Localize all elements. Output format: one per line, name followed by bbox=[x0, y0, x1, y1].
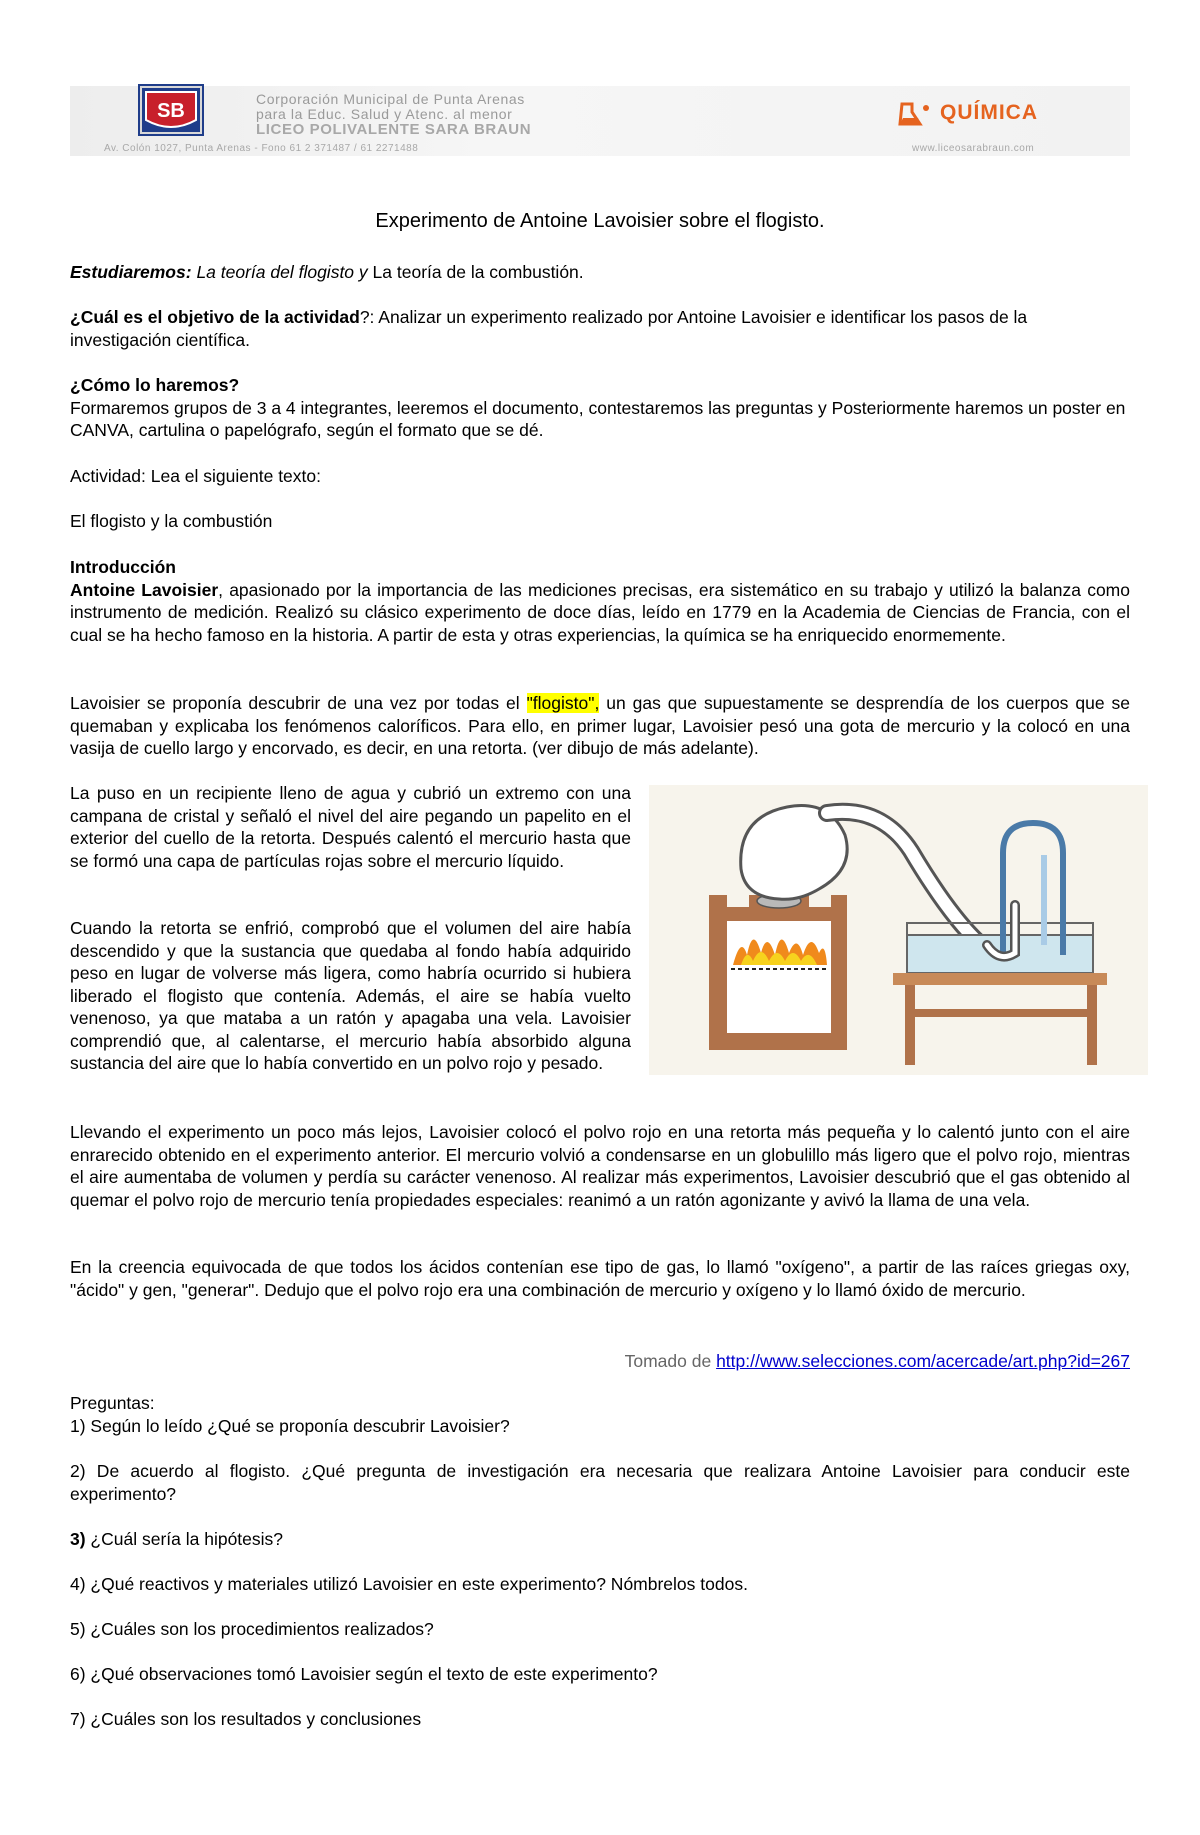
source-link[interactable]: http://www.selecciones.com/acercade/art.php?id=267 bbox=[716, 1351, 1130, 1371]
how-question: ¿Cómo lo haremos? bbox=[70, 375, 240, 395]
flogisto-before: Lavoisier se proponía descubrir de una vez por todas el bbox=[70, 693, 527, 713]
question-5: 5) ¿Cuáles son los procedimientos realizados? bbox=[70, 1619, 434, 1639]
question-4: 4) ¿Qué reactivos y materiales utilizó Lavoisier en este experimento? Nómbrelos todos. bbox=[70, 1574, 748, 1594]
corp-line-1: Corporación Municipal de Punta Arenas bbox=[256, 91, 525, 107]
introduction-heading: Introducción bbox=[70, 557, 176, 577]
study-topics bbox=[70, 261, 1130, 284]
activity-instruction: Actividad: Lea el siguiente texto: bbox=[70, 466, 321, 486]
objective-text: ?: Analizar un experimento realizado por Antoine Lavoisier e identificar los pasos de la investigación científica. bbox=[70, 307, 1028, 350]
question-1: 1) Según lo leído ¿Qué se proponía descubrir Lavoisier? bbox=[70, 1415, 510, 1436]
how-text: Formaremos grupos de 3 a 4 integrantes, leeremos el documento, contestaremos las preguntas y Posteriormente haremos un poster en CANVA, cartulina o papelógrafo, según el formato que se dé. bbox=[70, 397, 1126, 440]
lavoisier-name: Antoine Lavoisier bbox=[70, 579, 219, 600]
cooling-paragraph: Cuando la retorta se enfrió, comprobó que el volumen del aire había descendido y que la sustancia que quedaba al fondo había adquirido peso en lugar de volverse más ligera, como habría ocurrido si hubiera liberado el flogisto que contenía. Además, el aire se había vuelto venenoso, ya que mataba a un ratón y apagaba una vela. Lavoisier comprendió que, al calentarse, el mercurio había absorbido alguna sustancia del aire que lo había convertido en un polvo rojo y pesado. bbox=[70, 918, 631, 1073]
question-3 bbox=[70, 1528, 1130, 1551]
topic-connector: y bbox=[358, 262, 368, 282]
question-3-number: 3) bbox=[70, 1529, 86, 1549]
corporation-text bbox=[256, 92, 531, 137]
furnace-opening bbox=[727, 921, 831, 1033]
school-website: www.liceosarabraun.com bbox=[912, 143, 1035, 154]
questions-block bbox=[70, 1392, 1130, 1437]
oxygen-paragraph: En la creencia equivocada de que todos los ácidos contenían ese tipo de gas, lo llamó "oxígeno", a partir de las raíces griegas oxy, "ácido" y gen, "generar". Dedujo que el polvo rojo era una combinación de mercurio y oxígeno y lo llamó óxido de mercurio. bbox=[70, 1257, 1130, 1300]
objective-question: ¿Cuál es el objetivo de la actividad bbox=[70, 307, 360, 327]
svg-text:SB: SB bbox=[157, 100, 185, 122]
objective-paragraph bbox=[70, 306, 1130, 351]
how-paragraph bbox=[70, 374, 1130, 442]
reading-subtitle: El flogisto y la combustión bbox=[70, 511, 273, 531]
question-6: 6) ¿Qué observaciones tomó Lavoisier según el texto de este experimento? bbox=[70, 1664, 658, 1684]
retort-paragraph: La puso en un recipiente lleno de agua y cubrió un extremo con una campana de cristal y señaló el nivel del aire pegando un papelito en el exterior del cuello de la retorta. Después calentó el mercurio hasta que se formó una capa de partículas rojas sobre el mercurio líquido. bbox=[70, 783, 631, 871]
introduction-text: , apasionado por la importancia de las mediciones precisas, era sistemático en su trabajo y utilizó la balanza como instrumento de medición. Realizó su clásico experimento de doce días, leído en 1779 en la Academia de Ciencias de Francia, con el cual se ha hecho famoso en la historia. A partir de esta y otras experiencias, la química se ha enriquecido enormemente. bbox=[70, 579, 1130, 645]
flask-icon bbox=[898, 100, 934, 128]
introduction-paragraph bbox=[70, 556, 1130, 646]
question-2: 2) De acuerdo al flogisto. ¿Qué pregunta de investigación era necesaria que realizara Antoine Lavoisier para conducir este experimento? bbox=[70, 1461, 1130, 1504]
school-logo bbox=[138, 84, 204, 136]
question-3-text: ¿Cuál sería la hipótesis? bbox=[85, 1529, 284, 1549]
school-address: Av. Colón 1027, Punta Arenas - Fono 61 2 371487 / 61 2271488 bbox=[104, 143, 419, 154]
subject-label: QUÍMICA bbox=[940, 101, 1038, 124]
flogisto-highlight: "flogisto", bbox=[526, 693, 600, 713]
lavoisier-experiment-illustration bbox=[649, 785, 1148, 1075]
corp-line-3: LICEO POLIVALENTE SARA BRAUN bbox=[256, 121, 532, 138]
question-7: 7) ¿Cuáles son los resultados y conclusiones bbox=[70, 1709, 422, 1729]
further-experiment-paragraph: Llevando el experimento un poco más lejos, Lavoisier colocó el polvo rojo en una retorta más pequeña y lo calentó junto con el aire enrarecido obtenido en el experimento anterior. El mercurio volvió a condensarse en un globulillo más ligero que el polvo rojo, mientras el aire aumentaba de volumen y perdía su carácter venenoso. Al realizar más experimentos, Lavoisier descubrió que el gas obtenido al quemar el polvo rojo de mercurio tenía propiedades especiales: reanimó a un ratón agonizante y avivó la llama de una vela. bbox=[70, 1122, 1130, 1210]
study-label: Estudiaremos: bbox=[70, 262, 192, 282]
flogisto-after: un gas que supuestamente se desprendía de los cuerpos que se quemaban y explicaba los fenómenos caloríficos. Para ello, en primer lugar, Lavoisier pesó una gota de mercurio y la colocó en una vasija de cuello largo y encorvado, es decir, en una retorta. (ver dibujo de más adelante). bbox=[70, 693, 1130, 758]
page-title: Experimento de Antoine Lavoisier sobre el flogisto. bbox=[375, 210, 825, 232]
questions-heading: Preguntas: bbox=[70, 1393, 155, 1413]
source-citation bbox=[625, 1350, 1130, 1373]
topic-2: La teoría de la combustión. bbox=[372, 262, 584, 282]
corp-line-2: para la Educ. Salud y Atenc. al menor bbox=[256, 106, 513, 122]
flogisto-paragraph bbox=[70, 692, 1130, 760]
source-prefix: Tomado de bbox=[624, 1351, 717, 1371]
topic-1: La teoría del flogisto bbox=[196, 262, 355, 282]
